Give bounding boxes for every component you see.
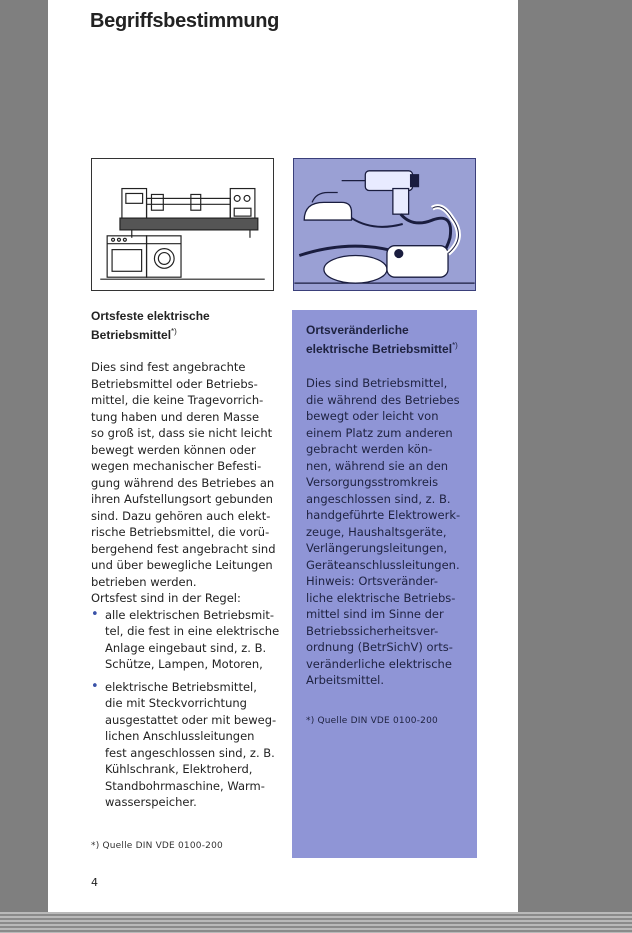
- page-number: 4: [91, 876, 98, 889]
- list-item: • elektrische Betriebsmittel, die mit Steckvorrichtung ausgestattet oder mit beweg- lichen Anschlussleitungen fest angeschlossen sind, z. B. Kühlschrank, Elektroherd, Standbohrmaschine, Warm- wasserspeicher.: [91, 679, 281, 811]
- stationary-equipment-section: [91, 308, 281, 817]
- stationary-heading: [91, 308, 281, 343]
- stationary-definition: Dies sind fest angebrachte Betriebsmittel oder Betriebs- mittel, die keine Tragevorrich- tung haben und deren Masse so groß ist, dass sie nicht leicht bewegt werden können oder wegen mechanischer Befesti- gung während des Betriebes an ihren Aufstellungsort gebunden sind. Dazu gehören auch elekt- rische Betriebsmittel, die vorü- bergehend fest angebracht sind und über bewegliche Leitungen betrieben werden.: [91, 360, 276, 589]
- stationary-heading-line1: Ortsfeste elektrische: [91, 309, 210, 323]
- stationary-rule-intro: Ortsfest sind in der Regel:: [91, 591, 241, 605]
- portable-definition: Dies sind Betriebsmittel, die während des Betriebes bewegt oder leicht von einem Platz zum anderen gebracht werden kön- nen, während sie an den Versorgungsstromkreis angeschlossen sind, z. B. handgeführte Elektrowerk- zeuge, Haushaltsgeräte, Verlängerungsleitungen, Geräteanschlussleitungen. Hinweis: Ortsveränder- liche elektrische Betriebs- mittel sind im Sinne der Betriebssicherheitsver- ordnung (BetrSichV) orts- veränderliche elektrische Arbeitsmittel.: [306, 376, 461, 687]
- portable-heading-footnote-mark: *): [452, 341, 458, 350]
- portable-heading-line1: Ortsveränderliche: [306, 323, 409, 337]
- stationary-heading-line2: Betriebsmittel: [91, 328, 172, 342]
- stationary-equipment-drawing: [92, 159, 273, 290]
- portable-heading-line2: elektrische Betriebsmittel: [306, 342, 453, 356]
- illustration-stationary-equipment: [91, 158, 274, 291]
- portable-equipment-drawing: [294, 159, 475, 290]
- portable-equipment-box: [292, 310, 477, 858]
- page-title: Begriffsbestimmung: [90, 10, 280, 32]
- stationary-heading-footnote-mark: *): [171, 327, 177, 336]
- stationary-examples-list: [91, 607, 281, 811]
- illustration-portable-equipment: [293, 158, 476, 291]
- list-item: • alle elektrischen Betriebsmit- tel, die fest in eine elektrische Anlage eingebaut sind, z. B. Schütze, Lampen, Motoren,: [91, 607, 281, 673]
- footnote-left: *) Quelle DIN VDE 0100-200: [91, 841, 223, 851]
- footnote-right: *) Quelle DIN VDE 0100-200: [306, 715, 438, 726]
- portable-heading: [306, 322, 463, 357]
- bottom-divider: [0, 912, 632, 933]
